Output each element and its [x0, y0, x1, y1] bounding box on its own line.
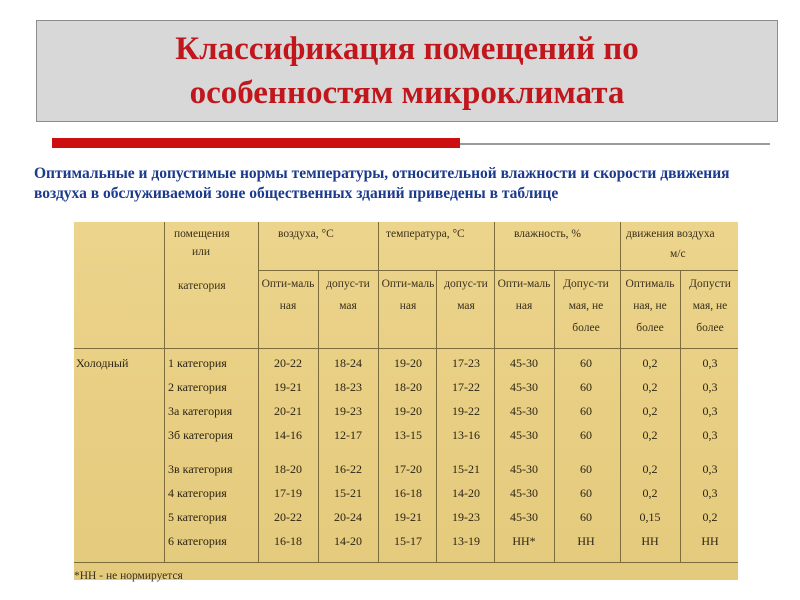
subheader-4-l1: Опти-маль — [497, 278, 551, 290]
table-cell: НН — [701, 534, 719, 548]
table-cell: 0,2 — [642, 404, 658, 418]
subheader-2-l2: ная — [399, 300, 417, 312]
subheader-3-l1: допус-ти — [444, 278, 488, 290]
table-cell: 18-24 — [334, 356, 362, 370]
subheader-5-l1: Допус-ти — [563, 278, 609, 290]
table-row-category: 6 категория — [168, 534, 227, 548]
slide-description: Оптимальные и допустимые нормы температуры, относительной влажности и скорости движения воздуха в обслуживаемой зоне общественных зданий приведены в таблице — [34, 165, 730, 202]
subheader-0-l1: Опти-маль — [261, 278, 315, 290]
table-cell: 20-22 — [274, 510, 302, 524]
header-category: категория — [178, 280, 226, 292]
table-cell: 60 — [580, 380, 592, 394]
accent-bar — [52, 138, 460, 148]
header-humidity: влажность, % — [514, 228, 581, 240]
header-room: помещения — [174, 228, 230, 240]
table-cell: 0,2 — [642, 462, 658, 476]
table-cell: 0,2 — [642, 356, 658, 370]
header-or: или — [192, 246, 211, 258]
table-cell: 13-16 — [452, 428, 480, 442]
table-cell: 45-30 — [510, 486, 538, 500]
subheader-2-l1: Опти-маль — [381, 278, 435, 290]
subheader-1-l1: допус-ти — [326, 278, 370, 290]
table-cell: 60 — [580, 356, 592, 370]
table-cell: 0,2 — [642, 380, 658, 394]
table-cell: 19-21 — [394, 510, 422, 524]
table-cell: 45-30 — [510, 380, 538, 394]
table-row-category: 3а категория — [168, 404, 233, 418]
table-cell: НН — [641, 534, 659, 548]
table-cell: 19-21 — [274, 380, 302, 394]
table-cell: 17-23 — [452, 356, 480, 370]
header-result-temp: температура, °С — [386, 228, 465, 240]
table-cell: 16-18 — [394, 486, 422, 500]
table-cell: 45-30 — [510, 428, 538, 442]
table-cell: 19-23 — [452, 510, 480, 524]
table-cell: 0,2 — [642, 486, 658, 500]
table-row-category: 5 категория — [168, 510, 227, 524]
table-cell: 19-23 — [334, 404, 362, 418]
subheader-5-l2: мая, не — [568, 300, 604, 312]
table-row-category: 1 категория — [168, 356, 227, 370]
table-cell: 19-22 — [452, 404, 480, 418]
subheader-7-l1: Допусти — [689, 278, 731, 290]
table-cell: 16-18 — [274, 534, 302, 548]
subheader-6-l3: более — [636, 322, 664, 334]
subheader-6-l2: ная, не — [633, 300, 667, 312]
table-cell: 60 — [580, 462, 592, 476]
table-cell: 13-19 — [452, 534, 480, 548]
slide-title-line-2: особенностям микроклимата — [189, 75, 625, 111]
table-cell: 19-20 — [394, 404, 422, 418]
subheader-7-l3: более — [696, 322, 724, 334]
table-cell: 20-22 — [274, 356, 302, 370]
table-cell: 45-30 — [510, 462, 538, 476]
table-cell: 0,3 — [702, 462, 718, 476]
subheader-7-l2: мая, не — [692, 300, 728, 312]
table-cell: 20-24 — [334, 510, 362, 524]
subheader-0-l2: ная — [279, 300, 297, 312]
table-cell: 14-20 — [334, 534, 362, 548]
table-cell: 45-30 — [510, 404, 538, 418]
table-cell: 15-21 — [334, 486, 362, 500]
header-air-speed-unit: м/с — [670, 248, 686, 260]
period-label: Холодный — [76, 356, 129, 370]
slide-title-line-1: Классификация помещений по — [175, 31, 639, 67]
header-air-temp: воздуха, °С — [278, 228, 334, 240]
subheader-6-l1: Оптималь — [625, 278, 675, 290]
table-row-category: 2 категория — [168, 380, 227, 394]
table-row-category: 3б категория — [168, 428, 233, 442]
table-cell: 0,3 — [702, 404, 718, 418]
table-cell: 17-22 — [452, 380, 480, 394]
table-cell: 18-20 — [274, 462, 302, 476]
table-cell: 60 — [580, 428, 592, 442]
slide-title — [175, 27, 639, 115]
subheader-4-l2: ная — [515, 300, 533, 312]
table-cell: 0,2 — [642, 428, 658, 442]
table-cell: 15-21 — [452, 462, 480, 476]
table-cell: 18-23 — [334, 380, 362, 394]
table-cell: 15-17 — [394, 534, 422, 548]
subheader-5-l3: более — [572, 322, 600, 334]
table-cell: 60 — [580, 486, 592, 500]
table-cell: 0,15 — [639, 510, 661, 524]
table-cell: НН* — [512, 534, 536, 548]
table-cell: 45-30 — [510, 510, 538, 524]
subheader-1-l2: мая — [339, 300, 357, 312]
table-cell: 0,3 — [702, 380, 718, 394]
table-row-category: 4 категория — [168, 486, 227, 500]
climate-norms-table — [74, 222, 738, 580]
table-cell: 17-19 — [274, 486, 302, 500]
table-cell: 0,2 — [702, 510, 718, 524]
table-cell: 20-21 — [274, 404, 302, 418]
accent-rule — [460, 143, 770, 145]
table-cell: 14-16 — [274, 428, 302, 442]
table-cell: 16-22 — [334, 462, 362, 476]
table-cell: 18-20 — [394, 380, 422, 394]
table-cell: 60 — [580, 404, 592, 418]
table-cell: 45-30 — [510, 356, 538, 370]
table-cell: 17-20 — [394, 462, 422, 476]
subheader-3-l2: мая — [457, 300, 475, 312]
table-cell: 13-15 — [394, 428, 422, 442]
table-footnote: *НН - не нормируется — [74, 570, 183, 582]
table-cell: 14-20 — [452, 486, 480, 500]
table-row-category: 3в категория — [168, 462, 233, 476]
table-cell: НН — [577, 534, 595, 548]
table-cell: 60 — [580, 510, 592, 524]
table-cell: 0,3 — [702, 356, 718, 370]
table-cell: 19-20 — [394, 356, 422, 370]
table-cell: 0,3 — [702, 486, 718, 500]
table-cell: 0,3 — [702, 428, 718, 442]
header-air-speed: движения воздуха — [626, 228, 715, 240]
title-box — [36, 20, 778, 122]
table-cell: 12-17 — [334, 428, 362, 442]
